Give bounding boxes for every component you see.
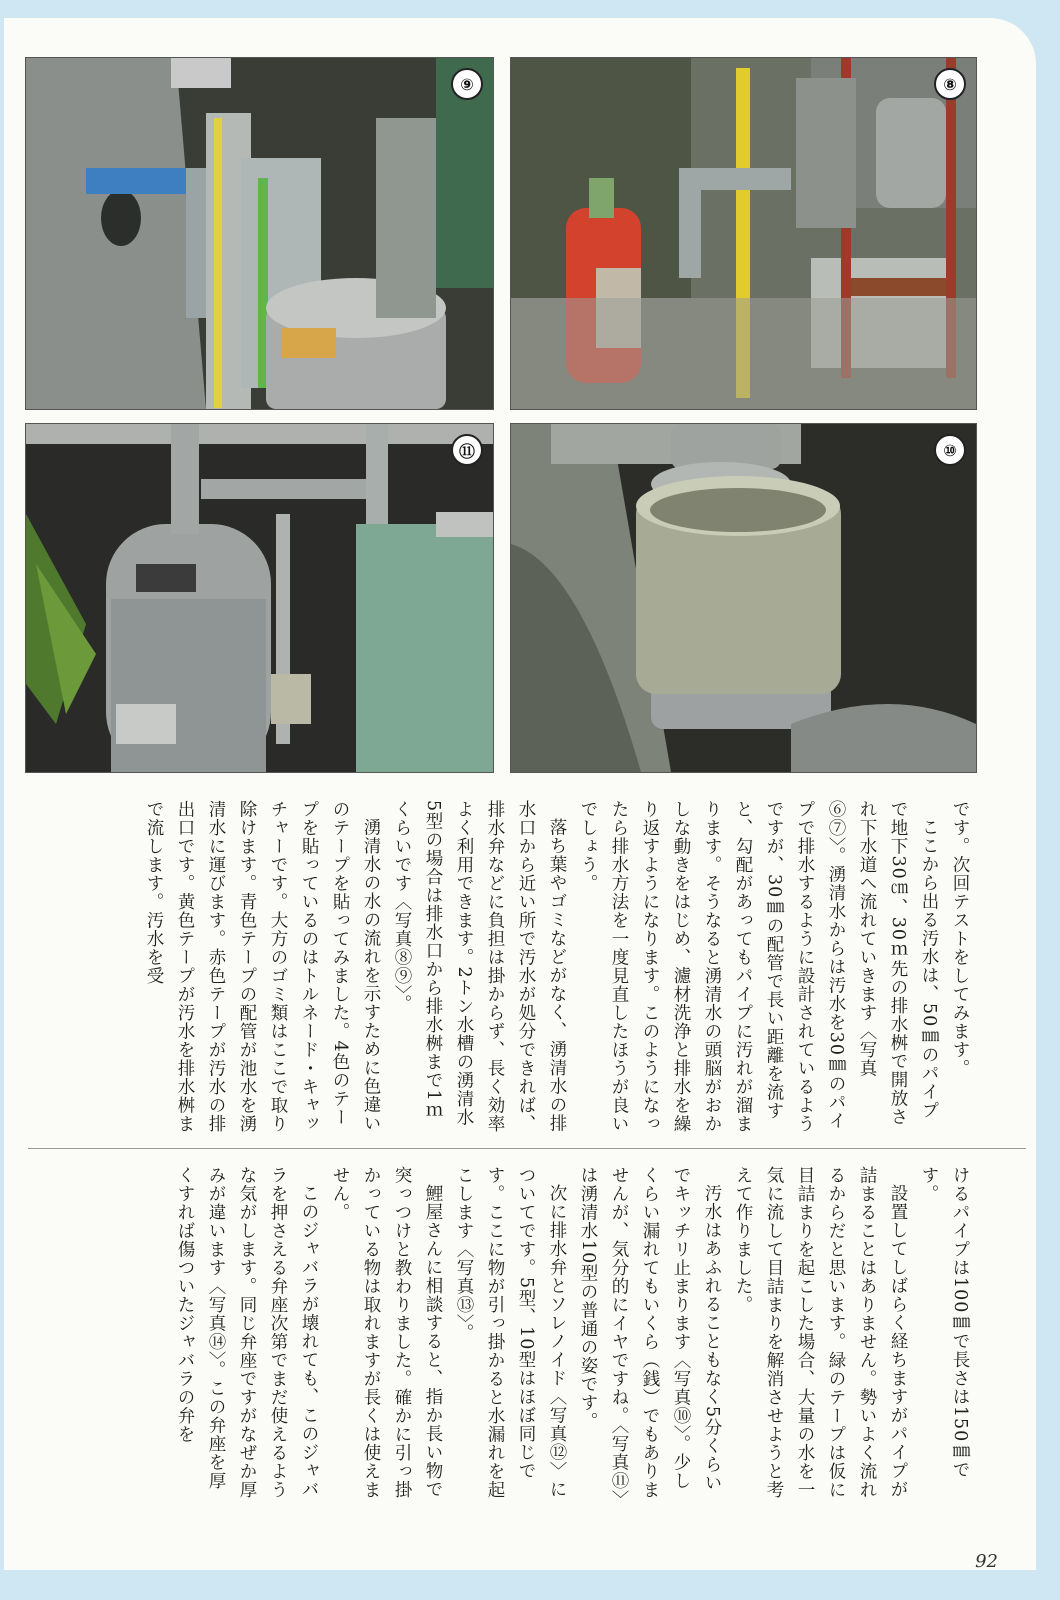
paragraph: 落ち葉やゴミなどがなく、湧清水の排水口から近い所で汚水が処分できれば、排水弁などに負担は掛からず、長く効率よく利用できます。2トン水槽の湧清水5型の場合は排水口から排水桝まで1ｍくらいです〈写真⑧⑨〉。 xyxy=(392,800,567,1133)
paragraph: 湧清水の水の流れを示すために色違いのテープを貼ってみました。4色のテープを貼っているのはトルネード・キャッチャーです。大方のゴミ類はここで取り除けます。青色テープの配管が池水を湧清水に運びます。赤色テープが汚水の排出口です。黄色テープが汚水を排水桝まで流します。汚水を受 xyxy=(144,800,381,1133)
paragraph: 汚水はあふれることもなく5分くらいでキッチリ止まります〈写真⑩〉。少しくらい漏れてもいくら（銭）でもありませんが、気分的にイヤですね。〈写真⑪〉は湧清水10型の普通の姿です。 xyxy=(578,1166,722,1500)
photo-label: ⑪ xyxy=(451,434,483,466)
paragraph: 設置してしばらく経ちますがパイプが詰まることはありません。勢いよく流れるからだと思います。緑のテープは仮に目詰まりを起こした場合、大量の水を一気に流して目詰まりを解消させようと考えて作りました。 xyxy=(733,1166,908,1499)
column-divider xyxy=(28,1148,1026,1149)
photo-11-image xyxy=(26,424,493,772)
photo-label: ⑨ xyxy=(451,68,483,100)
page-number: 92 xyxy=(975,1551,998,1572)
photo-10 xyxy=(510,423,977,773)
photo-11 xyxy=(25,423,494,773)
paragraph: 鯉屋さんに相談すると、指か長い物で突っつけと教わりました。確かに引っ掛かっている物は取れますが長くは使えません。 xyxy=(330,1166,443,1499)
lower-text-block xyxy=(25,1166,975,1506)
upper-text-block xyxy=(25,800,975,1135)
photo-label: ⑩ xyxy=(934,434,966,466)
paragraph: このジャバラが壊れても、このジャバラを押さえる弁座次第でまだ使えるような気がします。同じ弁座ですがなぜか厚みが違います〈写真⑭〉。この弁座を厚くすれば傷ついたジャバラの弁を xyxy=(175,1166,319,1499)
photo-9 xyxy=(25,57,494,410)
paragraph: 次に排水弁とソレノイド〈写真⑫〉についてです。5型、10型はほぼ同じです。ここに物が引っ掛かると水漏れを起こします〈写真⑬〉。 xyxy=(454,1166,567,1499)
photo-8-image xyxy=(511,58,976,409)
photo-8 xyxy=(510,57,977,410)
paragraph: です。次回テストをしてみます。 xyxy=(950,800,970,1078)
photo-label: ⑧ xyxy=(934,68,966,100)
photo-9-image xyxy=(26,58,493,409)
paragraph: けるパイプは100㎜で長さは150㎜です。 xyxy=(919,1166,970,1480)
paragraph: ここから出る汚水は、50㎜のパイプで地下30㎝、30ｍ先の排水桝で開放され下水道へ流れていきます〈写真⑥⑦〉。湧清水からは汚水を30㎜のパイプで排水するように設計されているようですが、30㎜の配管で長い距離を流すと、勾配があってもパイプに汚れが溜まります。そうなると湧清水の頭脳がおかしな動きをはじめ、濾材洗浄と排水を繰り返すようになります。このようになったら排水方法を一度見直したほうが良いでしょう。 xyxy=(578,800,939,1133)
photo-10-image xyxy=(511,424,976,772)
